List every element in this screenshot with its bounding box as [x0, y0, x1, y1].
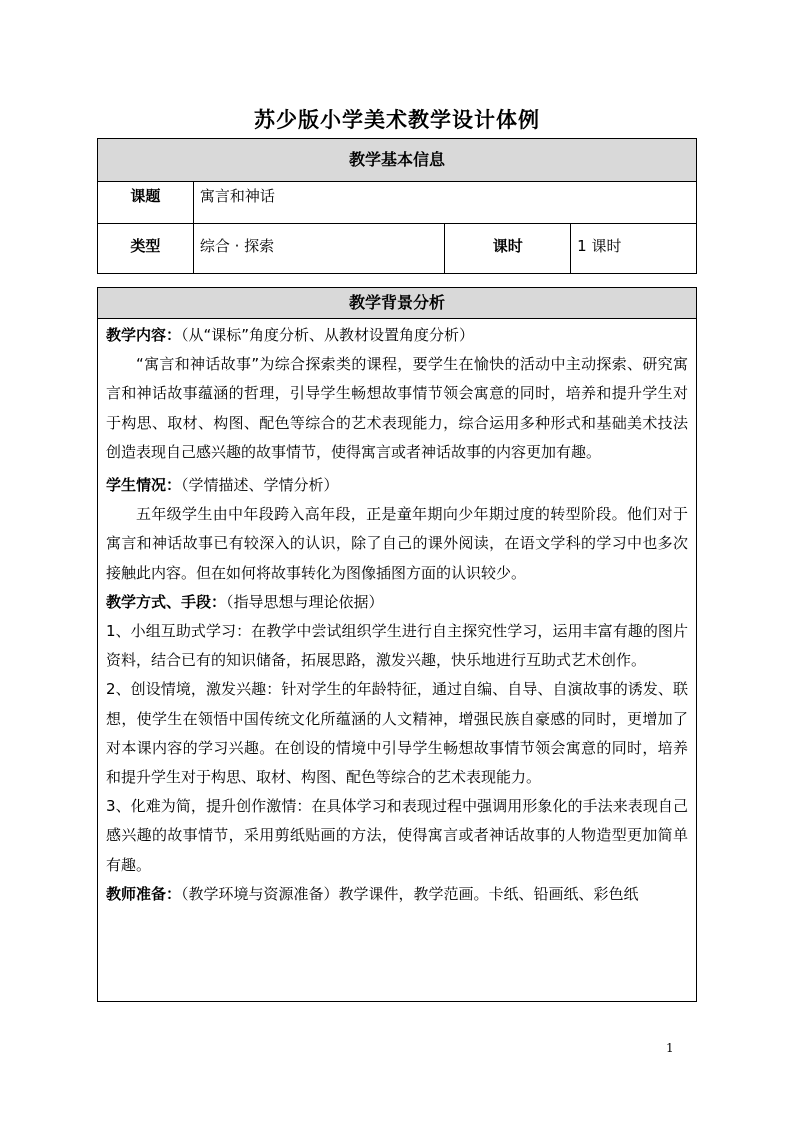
method-item-3: 3、化难为简，提升创作激情：在具体学习和表现过程中强调用形象化的手法来表现自己感兴趣的故事情节，采用剪纸贴画的方法，使得寓言或者神话故事的人物造型更加简单有趣。: [106, 797, 688, 874]
background-table: [97, 287, 697, 1002]
content-note: （从“课标”角度分析、从教材设置角度分析）: [181, 326, 475, 344]
basic-info-header: 教学基本信息: [98, 139, 697, 182]
hours-label: 课时: [445, 224, 571, 274]
page-number: 1: [666, 1041, 674, 1055]
student-note: （学情描述、学情分析）: [181, 476, 339, 495]
type-label: 类型: [98, 224, 194, 274]
background-header: 教学背景分析: [98, 288, 697, 319]
student-heading-line: [106, 471, 688, 500]
hours-value: 1 课时: [571, 224, 697, 274]
methods-note: （指导思想与理论依据）: [226, 592, 384, 611]
document-title: 苏少版小学美术教学设计体例: [254, 108, 540, 132]
content-paragraph: “寓言和神话故事”为综合探索类的课程，要学生在愉快的活动中主动探索、研究寓言和神话故事蕴涵的哲理，引导学生畅想故事情节领会寓意的同时，培养和提升学生对于构思、取材、构图、配色等综合的艺术表现能力，综合运用多种形式和基础美术技法创造表现自己感兴趣的故事情节，使得寓言或者神话故事的内容更加有趣。: [106, 355, 688, 461]
topic-label: 课题: [98, 182, 194, 224]
teacher-heading: 教师准备：: [106, 884, 182, 903]
method-item-2: 2、创设情境，激发兴趣：针对学生的年龄特征，通过自编、自导、自演故事的诱发、联想，使学生在领悟中国传统文化所蕴涵的人文精神，增强民族自豪感的同时，更增加了对本课内容的学习兴趣。在创设的情境中引导学生畅想故事情节领会寓意的同时，培养和提升学生对于构思、取材、构图、配色等综合的艺术表现能力。: [106, 680, 688, 787]
method-item-1: 1、小组互助式学习：在教学中尝试组织学生进行自主探究性学习，运用丰富有趣的图片资料，结合已有的知识储备，拓展思路，激发兴趣，快乐地进行互助式艺术创作。: [106, 622, 688, 670]
teacher-prep-line: [106, 880, 688, 909]
teacher-prep-text: （教学环境与资源准备）教学课件，教学范画。卡纸、铅画纸、彩色纸: [181, 884, 639, 903]
basic-info-table: [97, 138, 697, 274]
topic-value: 寓言和神话: [193, 182, 696, 224]
methods-heading-line: [106, 588, 688, 617]
content-heading: 教学内容：: [106, 326, 182, 344]
type-value: 综合 · 探索: [193, 224, 445, 274]
content-heading-line: [106, 321, 688, 350]
background-content: [98, 319, 696, 1001]
student-heading: 学生情况：: [106, 476, 182, 495]
methods-heading: 教学方式、手段：: [106, 592, 227, 611]
student-paragraph: 五年级学生由中年段跨入高年段，正是童年期向少年期过度的转型阶段。他们对于寓言和神话故事已有较深入的认识，除了自己的课外阅读，在语文学科的学习中也多次接触此内容。但在如何将故事转化为图像插图方面的认识较少。: [106, 505, 688, 582]
